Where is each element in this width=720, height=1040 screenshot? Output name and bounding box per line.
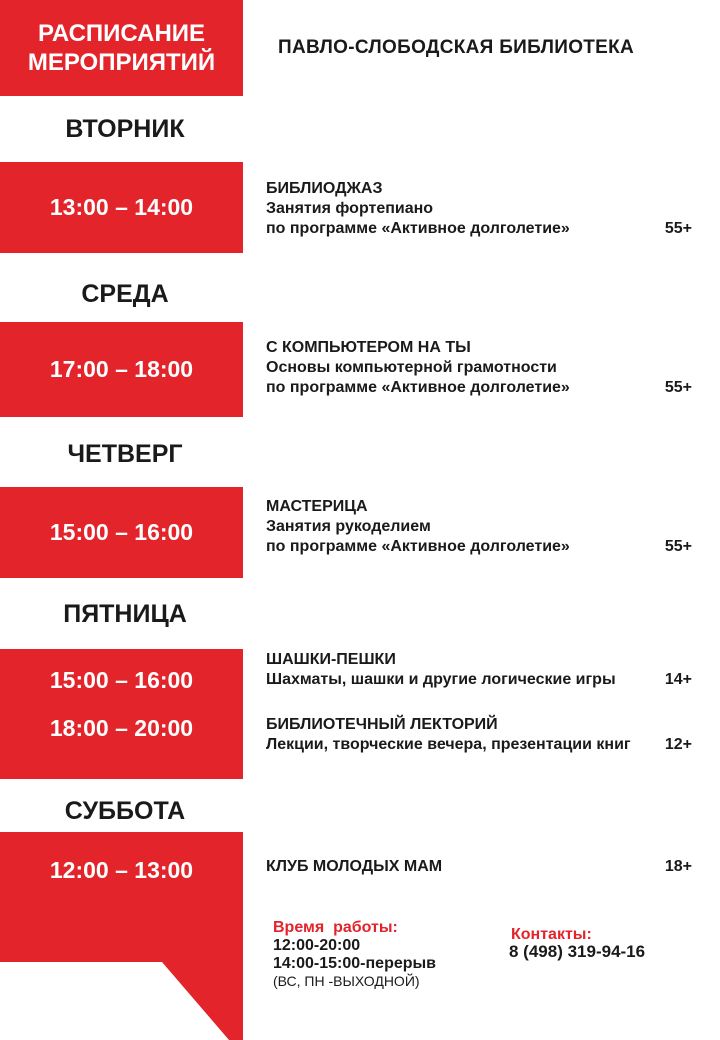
time-friday-2: 18:00 – 20:00: [49, 715, 194, 741]
time-tuesday: 13:00 – 14:00: [49, 194, 194, 220]
contact-phone: 8 (498) 319-94-16: [509, 942, 646, 961]
event-desc-line: Занятия фортепиано: [266, 200, 434, 217]
library-name: ПАВЛО-СЛОБОДСКАЯ БИБЛИОТЕКА: [278, 37, 635, 58]
day-label-friday: ПЯТНИЦА: [63, 600, 187, 628]
working-hours-line2: 14:00-15:00-перерыв: [273, 955, 437, 972]
working-hours-label: Время работы:: [273, 919, 398, 936]
event-desc-line: Занятия рукоделием: [266, 518, 431, 535]
poster-title-line2: МЕРОПРИЯТИЙ: [27, 49, 216, 76]
event-title: КЛУБ МОЛОДЫХ МАМ: [266, 858, 443, 875]
event-title: ШАШКИ-ПЕШКИ: [266, 651, 396, 668]
contacts-label: Контакты:: [511, 926, 592, 943]
event-desc-line: по программе «Активное долголетие»: [266, 538, 570, 555]
day-label-tuesday: ВТОРНИК: [65, 115, 185, 143]
time-saturday: 12:00 – 13:00: [49, 857, 194, 883]
event-title: БИБЛИОДЖАЗ: [266, 180, 383, 197]
age-badge: 18+: [664, 858, 692, 875]
working-hours-line1: 12:00-20:00: [273, 937, 361, 954]
event-desc-line: Лекции, творческие вечера, презентации книг: [266, 736, 631, 753]
event-title: БИБЛИОТЕЧНЫЙ ЛЕКТОРИЙ: [266, 716, 498, 733]
day-label-saturday: СУББОТА: [64, 797, 186, 825]
day-label-thursday: ЧЕТВЕРГ: [67, 440, 183, 468]
day-label-wednesday: СРЕДА: [81, 280, 169, 308]
poster-title-block: [0, 0, 243, 96]
time-friday-1: 15:00 – 16:00: [49, 667, 194, 693]
age-badge: 55+: [664, 379, 692, 396]
age-badge: 14+: [664, 671, 692, 688]
event-desc-line: по программе «Активное долголетие»: [266, 379, 570, 396]
time-thursday: 15:00 – 16:00: [49, 519, 194, 545]
age-badge: 55+: [664, 220, 692, 237]
poster-title-line1: РАСПИСАНИЕ: [37, 20, 206, 47]
event-desc-line: Шахматы, шашки и другие логические игры: [266, 671, 616, 688]
event-desc-line: Основы компьютерной грамотности: [266, 359, 557, 376]
working-hours-note: (ВС, ПН -ВЫХОДНОЙ): [273, 973, 420, 989]
event-desc-line: по программе «Активное долголетие»: [266, 220, 570, 237]
age-badge: 55+: [664, 538, 692, 555]
time-wednesday: 17:00 – 18:00: [49, 356, 194, 382]
event-title: С КОМПЬЮТЕРОМ НА ТЫ: [266, 339, 471, 356]
event-title: МАСТЕРИЦА: [266, 498, 368, 515]
age-badge: 12+: [664, 736, 692, 753]
